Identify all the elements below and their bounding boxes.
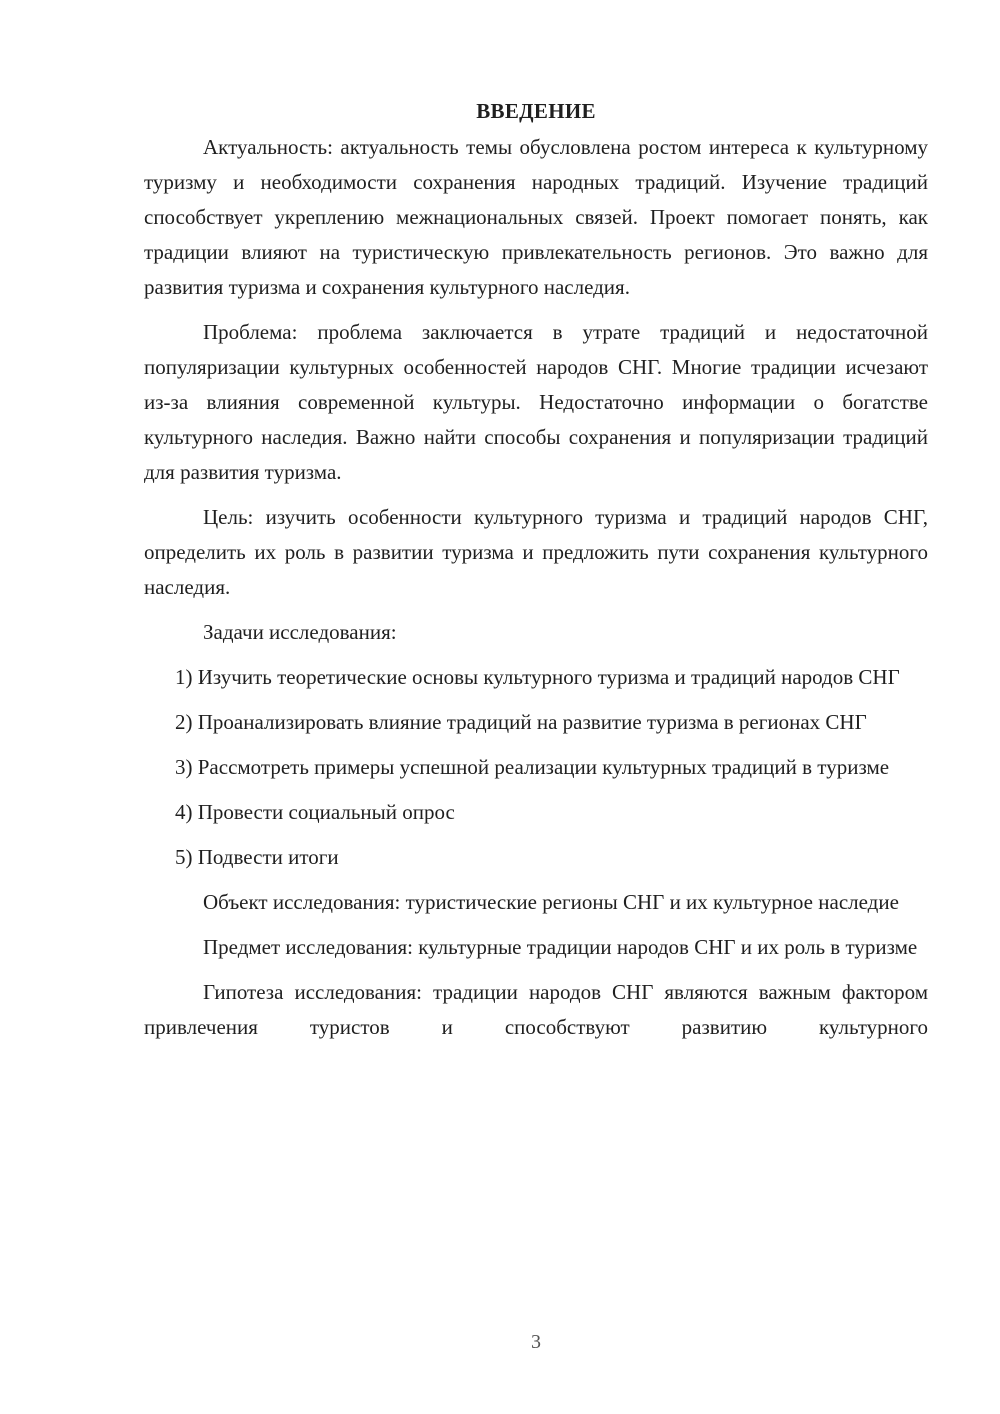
task-item: 1) Изучить теоретические основы культурного туризма и традиций народов СНГ (175, 665, 900, 689)
task-item: 2) Проанализировать влияние традиций на развитие туризма в регионах СНГ (175, 710, 867, 734)
task-item: 4) Провести социальный опрос (175, 800, 455, 824)
task-item: 3) Рассмотреть примеры успешной реализации культурных традиций в туризме (175, 755, 890, 779)
page-number: 3 (531, 1331, 541, 1353)
hypothesis-paragraph: Гипотеза исследования: традиции народов СНГ являются важным фактором привлечения туристов и способствуют развитию культурного (144, 980, 928, 1039)
document-page (144, 94, 928, 1055)
tasks-heading: Задачи исследования: (203, 620, 397, 644)
task-item: 5) Подвести итоги (175, 845, 339, 869)
object-paragraph: Объект исследования: туристические регионы СНГ и их культурное наследие (203, 890, 899, 914)
goal-paragraph: Цель: изучить особенности культурного туризма и традиций народов СНГ, определить их роль в развитии туризма и предложить пути сохранения культурного наследия. (144, 505, 928, 599)
section-heading: ВВЕДЕНИЕ (476, 99, 596, 123)
subject-paragraph: Предмет исследования: культурные традиции народов СНГ и их роль в туризме (203, 935, 918, 959)
problem-paragraph: Проблема: проблема заключается в утрате традиций и недостаточной популяризации культурных особенностей народов СНГ. Многие традиции исчезают из-за влияния современной культуры. Недостаточно информации о богатстве культурного наследия. Важно найти способы сохранения и популяризации традиций для развития туризма. (144, 320, 928, 484)
relevance-paragraph: Актуальность: актуальность темы обусловлена ростом интереса к культурному туризму и необходимости сохранения народных традиций. Изучение традиций способствует укреплению межнациональных связей. Проект помогает понять, как традиции влияют на туристическую привлекательность регионов. Это важно для развития туризма и сохранения культурного наследия. (144, 135, 928, 299)
